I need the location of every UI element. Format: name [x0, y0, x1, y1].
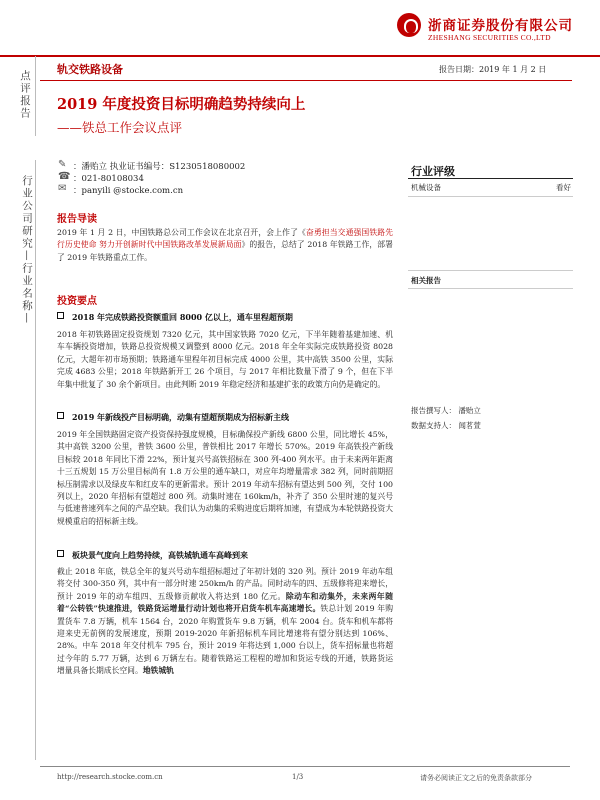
sector-name: 轨交铁路设备	[57, 63, 123, 76]
bullet-square-icon	[57, 550, 64, 557]
analyst-name: ：潘贻立 执业证书编号：S1230518080002	[73, 162, 246, 172]
rating-row	[411, 182, 571, 193]
guide-text-post: 》的报告，总结了 2018 年铁路工作，部署了 2019 年铁路重点工作。	[57, 240, 393, 262]
person-icon: ✎	[58, 159, 67, 170]
rating-divider	[408, 178, 573, 179]
report-date: 报告日期：2019 年 1 月 2 日	[439, 65, 547, 74]
analyst-email: ：panyili @stocke.com.cn	[73, 186, 184, 196]
bullet-3-bold: 除动车和动集外，未来两年随着“公转铁”快速推进，铁路货运增量行动计划也将开启货车机车高速增长。	[57, 591, 394, 614]
points-title: 投资要点	[57, 296, 97, 307]
guide-title: 报告导读	[57, 214, 97, 225]
bullet-2-title	[57, 412, 289, 423]
bullet-3-text: 板块景气度向上趋势持续，高铁城轨通车高峰到来	[72, 550, 248, 560]
data-support: 数据支持人： 闻茗萱	[411, 421, 481, 430]
rating-label: 行业评级	[411, 165, 455, 178]
subheader-divider	[40, 80, 572, 81]
company-logo-icon	[397, 13, 421, 37]
report-subtitle: ——铁总工作会议点评	[57, 120, 183, 135]
bullet-3-paragraph	[57, 566, 393, 678]
company-name-cn: 浙商证券股份有限公司	[428, 18, 573, 34]
bullet-1-title	[57, 312, 293, 323]
phone-icon: ☎	[58, 171, 71, 182]
rating-bottom-divider	[408, 196, 573, 197]
guide-paragraph	[57, 227, 393, 264]
report-title: 2019 年度投资目标明确趋势持续向上	[57, 96, 306, 113]
rating-value: 看好	[556, 183, 571, 192]
analyst-phone: ：021-80108034	[73, 174, 144, 184]
guide-text-pre: 2019 年 1 月 2 日，中国铁路总公司工作会议在北京召开，会上作了《	[57, 228, 306, 237]
bullet-3-bold-2: 地铁城轨	[142, 666, 174, 676]
bullet-1-text: 2018 年完成铁路投资额重回 8000 亿以上，通车里程超预期	[72, 312, 293, 322]
footer-divider	[40, 766, 570, 767]
bullet-3-text-1: 截止 2018 年底，铁总全年的复兴号动车组招标超过了年初计划的 320 列。预计 2019 年动车组将交付 300-350 列，其中有一部分时速 250km/h 的产品。同时动车的四、五级修将迎来增长，预计 2019 年的动车组四、五级修贡献收入将达到 180 亿元。	[57, 567, 393, 601]
bullet-3-title	[57, 550, 248, 561]
bullet-2-paragraph: 2019 年全国铁路固定资产投资保持强度规模，目标确保投产新线 6800 公里，同比增长 45%，其中高铁 3200 公里，普铁 3600 公里，普铁相比 2017 年增长 570%。2019 年高铁投产新线目标较 2018 年同比下滑 22%，预计复兴号高铁招标在 300 列-400 列水平。由于未来两年距离十三五规划 15 万公里目标尚有 1.8 万公里的通车缺口，对应年均增量需求 382 列，同时前期招标压制需求以及绿皮车和红皮车的更新需求。预计 2019 年动车招标有望达到 500 列，交付 100 列以上，2020 年招标有望超过 800 列。动集时速在 160km/h，补齐了 350 公里时速的复兴号与低速普速列车之间的产品空缺。我们认为动集的采购进度后期将加速，有望成为本轮铁路投资大规模重启的招标新主线。	[57, 430, 393, 526]
bullet-square-icon	[57, 412, 64, 419]
related-top-divider	[408, 270, 573, 271]
footer-disclaimer: 请务必阅读正文之后的免责条款部分	[420, 774, 532, 782]
bullet-3-text-2: 铁总计划 2019 年购置货车 7.8 万辆，机车 1564 台，2020 年购置货车 9.8 万辆，机车 2004 台。货车和机车都将迎来史无前例的发展速度，预期 2019-2020 年新招标机车同比增速将有望分别达到 106%、28%。中车 2018 年交付机车 795 台，预计 2019 年将达到 1,000 台以上，货车招标量也将超过今年的 5.77 万辆，达到 6 万辆左右。随着铁路运工程程的增加和货运专线的开通，铁路货运增量具备长期成长空间。	[57, 604, 393, 676]
related-reports-title: 相关报告	[411, 276, 441, 285]
page-number: 1/3	[292, 773, 304, 781]
company-name-en: ZHESHANG SECURITIES CO.,LTD	[428, 33, 551, 42]
footer-url[interactable]: http://research.stocke.com.cn	[57, 773, 163, 781]
related-divider	[408, 288, 573, 289]
report-author: 报告撰写人： 潘贻立	[411, 406, 481, 415]
bullet-1-paragraph: 2018 年初铁路固定投资规划 7320 亿元，其中国家铁路 7020 亿元，下半年随着基建加速、机车车辆投资增加，铁路总投资规模又调整到 8000 亿元。2018 年全年实际完成铁路投资 8028 亿元，大超年初市场预期；铁路通车里程年初目标完成 4000 公里，其中高铁 3500 公里，实际完成 4683 公里；2018 年铁路新开工 26 个项目，与 2017 年相比数量下滑了 9 个，但在下半年集中批复了 30 余个新项目。由此判断 2019 年稳定经济和基建扩张的政策方向仍是确定的。	[57, 330, 393, 389]
side-bar-top	[35, 56, 36, 136]
header-divider	[0, 55, 600, 57]
guide-text-highlight: 奋勇担当交通强国铁路先行历史使命 努力开创新时代中国铁路改革发展新局面	[57, 228, 394, 250]
bullet-2-text: 2019 年新线投产目标明确，动集有望超预期成为招标新主线	[72, 412, 290, 422]
bullet-square-icon	[57, 312, 64, 319]
rating-industry: 机械设备	[411, 183, 441, 192]
side-label-report-type: 点评报告	[19, 70, 31, 120]
side-label-category: 行业公司研究—行业名称—	[21, 175, 33, 325]
side-bar-bottom	[35, 160, 36, 760]
email-icon: ✉	[58, 183, 67, 194]
